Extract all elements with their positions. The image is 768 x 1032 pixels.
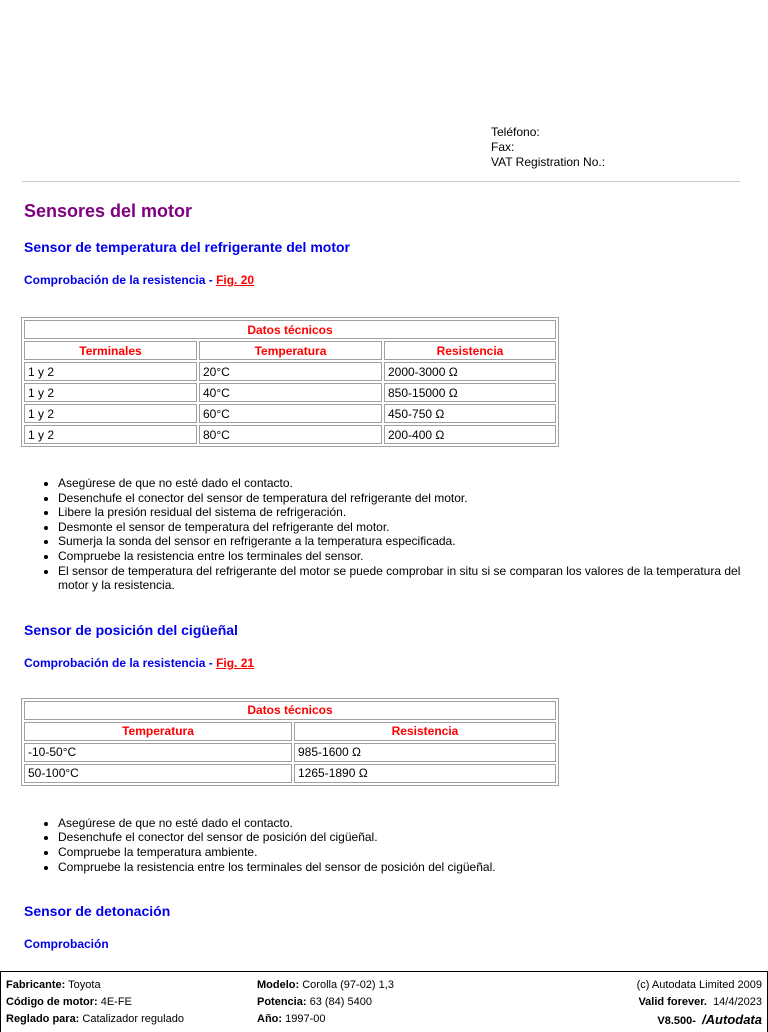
column-header-terminals: Terminales: [24, 341, 197, 360]
list-item: • Compruebe la temperatura ambiente.: [58, 845, 744, 860]
table-caption-row: [24, 320, 556, 339]
subheading-separator: -: [205, 655, 217, 670]
manufacturer-label: Fabricante:: [6, 979, 66, 991]
contact-block: [491, 125, 605, 170]
subheading-resistance-check: [24, 655, 744, 671]
column-header-temperature: Temperatura: [24, 722, 292, 741]
cell-temperature: 80°C: [199, 425, 382, 444]
list-item: • Compruebe la resistencia entre los terminales del sensor.: [58, 549, 744, 564]
table-row: [24, 404, 556, 423]
main-content: [24, 198, 744, 952]
section-title-coolant-sensor: Sensor de temperatura del refrigerante del motor: [24, 239, 350, 255]
fig-20-link[interactable]: Fig. 20: [216, 273, 255, 287]
table-row: [24, 764, 556, 783]
cell-terminals: 1 y 2: [24, 362, 197, 381]
vat-label: VAT Registration No.:: [491, 155, 606, 169]
table-caption: Datos técnicos: [24, 320, 556, 339]
validity: [637, 994, 762, 1011]
cell-resistance: 2000-3000 Ω: [384, 362, 556, 381]
year-value: 1997-00: [285, 1013, 326, 1025]
engine-code-value: 4E-FE: [100, 996, 132, 1008]
cell-terminals: 1 y 2: [24, 404, 197, 423]
cell-resistance: 985-1600 Ω: [294, 743, 556, 762]
cell-resistance: 450-750 Ω: [384, 404, 556, 423]
section-title-crankshaft-sensor: Sensor de posición del cigüeñal: [24, 621, 238, 638]
manufacturer-value: Toyota: [68, 979, 101, 991]
footer-column-middle: [257, 977, 394, 1028]
subheading-text: Comprobación de la resistencia: [24, 273, 206, 287]
footer-column-left: [6, 977, 184, 1028]
cell-terminals: 1 y 2: [24, 383, 197, 402]
cell-resistance: 850-15000 Ω: [384, 383, 556, 402]
list-item: • Desmonte el sensor de temperatura del refrigerante del motor.: [58, 520, 744, 535]
version: V8.500-: [657, 1015, 696, 1027]
fig-21-link[interactable]: Fig. 21: [216, 655, 255, 670]
year: [257, 1011, 394, 1028]
phone-label: Teléfono:: [491, 125, 540, 139]
cell-temperature: 50-100°C: [24, 764, 292, 783]
cell-terminals: 1 y 2: [24, 425, 197, 444]
table-header-row: [24, 722, 556, 741]
list-item: • Asegúrese de que no esté dado el contacto.: [58, 816, 744, 831]
table-row: [24, 362, 556, 381]
table-row: [24, 425, 556, 444]
date: 14/4/2023: [713, 996, 762, 1008]
cell-resistance: 1265-1890 Ω: [294, 764, 556, 783]
cell-temperature: -10-50°C: [24, 743, 292, 762]
column-header-resistance: Resistencia: [294, 722, 556, 741]
cell-temperature: 60°C: [199, 404, 382, 423]
section-title-knock-sensor: Sensor de detonación: [24, 903, 171, 920]
table-row: [24, 743, 556, 762]
power-value: 63 (84) 5400: [309, 996, 372, 1008]
manufacturer: [6, 977, 184, 994]
tuning-value: Catalizador regulado: [82, 1013, 184, 1025]
table-caption-row: [24, 701, 556, 720]
table-header-row: [24, 341, 556, 360]
fax-label: Fax:: [491, 140, 515, 154]
autodata-logo: /Autodata: [702, 1012, 762, 1027]
engine-code-label: Código de motor:: [6, 996, 98, 1008]
footer-column-right: [637, 977, 762, 1030]
year-label: Año:: [257, 1013, 283, 1025]
power-label: Potencia:: [257, 996, 307, 1008]
model-label: Modelo:: [257, 979, 300, 991]
table-caption: Datos técnicos: [24, 701, 556, 720]
cell-temperature: 40°C: [199, 383, 382, 402]
column-header-resistance: Resistencia: [384, 341, 556, 360]
coolant-sensor-spec-table: [21, 317, 559, 447]
crankshaft-sensor-spec-table: [21, 698, 559, 786]
list-item: • Sumerja la sonda del sensor en refrigerante a la temperatura especificada.: [58, 534, 744, 549]
header-divider: [22, 181, 740, 182]
table-row: [24, 383, 556, 402]
subheading-resistance-check: [24, 272, 744, 288]
cell-resistance: 200-400 Ω: [384, 425, 556, 444]
vehicle-info-footer: [0, 971, 768, 1032]
page-title: Sensores del motor: [24, 201, 193, 221]
crankshaft-sensor-steps: [24, 816, 744, 874]
subheading-separator: -: [205, 273, 217, 287]
list-item: • Desenchufe el conector del sensor de temperatura del refrigerante del motor.: [58, 491, 744, 506]
subheading-text: Comprobación de la resistencia: [24, 655, 206, 670]
column-header-temperature: Temperatura: [199, 341, 382, 360]
list-item: • El sensor de temperatura del refrigerante del motor se puede comprobar in situ si se comparan los valores de la temperatura del motor y la resistencia.: [58, 564, 744, 593]
cell-temperature: 20°C: [199, 362, 382, 381]
tuning-label: Reglado para:: [6, 1013, 80, 1025]
power: [257, 994, 394, 1011]
subheading-check: Comprobación: [24, 937, 109, 952]
tuning: [6, 1011, 184, 1028]
copyright: (c) Autodata Limited 2009: [636, 979, 762, 991]
coolant-sensor-steps: [24, 476, 744, 593]
list-item: • Asegúrese de que no esté dado el contacto.: [58, 476, 744, 491]
list-item: • Libere la presión residual del sistema de refrigeración.: [58, 505, 744, 520]
version-brand: [637, 1011, 762, 1030]
list-item: • Compruebe la resistencia entre los terminales del sensor de posición del cigüeñal.: [58, 860, 744, 875]
valid-label: Valid forever.: [638, 996, 707, 1008]
list-item: • Desenchufe el conector del sensor de posición del cigüeñal.: [58, 830, 744, 845]
model: [257, 977, 394, 994]
engine-code: [6, 994, 184, 1011]
model-value: Corolla (97-02) 1,3: [302, 979, 394, 991]
